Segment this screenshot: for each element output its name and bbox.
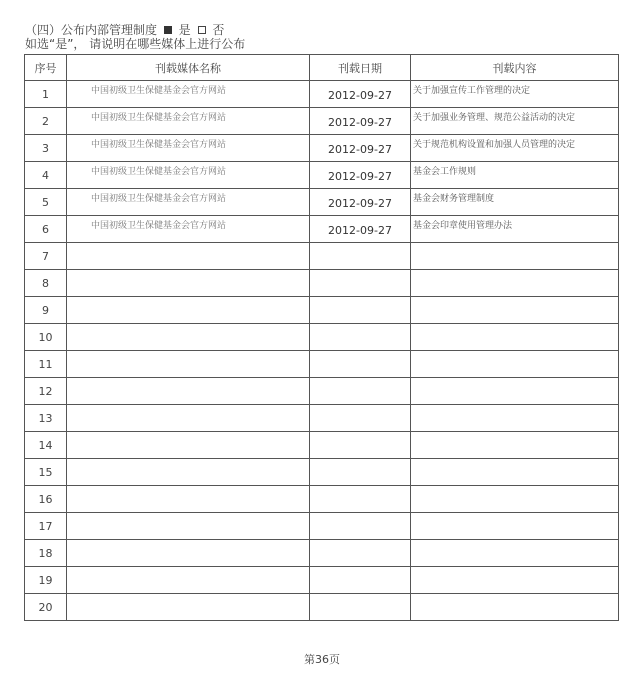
table-row [25,540,619,567]
media-name-cell [67,378,310,405]
no-option-label: 否 [212,23,225,37]
row-number: 11 [25,351,67,378]
publish-content-cell: 基金会印章使用管理办法 [411,216,619,243]
table-row [25,108,619,135]
publish-date-cell [310,324,411,351]
row-number: 15 [25,459,67,486]
media-name-cell [67,459,310,486]
media-name-cell [67,432,310,459]
publish-date-cell [310,405,411,432]
row-number: 12 [25,378,67,405]
table-row [25,594,619,621]
publish-date-cell [310,351,411,378]
media-name-cell [67,270,310,297]
disclosure-question [25,23,224,37]
row-number: 5 [25,189,67,216]
table-row [25,243,619,270]
publish-content-cell [411,297,619,324]
publish-date-cell: 2012-09-27 [310,189,411,216]
row-number: 18 [25,540,67,567]
table-row [25,189,619,216]
publish-date-cell [310,567,411,594]
publish-content-cell: 基金会工作规则 [411,162,619,189]
row-number: 9 [25,297,67,324]
publish-content-cell [411,378,619,405]
media-name-cell: 中国初级卫生保健基金会官方网站 [67,162,310,189]
publish-content-cell [411,459,619,486]
media-name-cell: 中国初级卫生保健基金会官方网站 [67,135,310,162]
publish-date-cell [310,297,411,324]
row-number: 17 [25,513,67,540]
media-name-cell: 中国初级卫生保健基金会官方网站 [67,81,310,108]
media-name-cell [67,540,310,567]
media-name-cell: 中国初级卫生保健基金会官方网站 [67,216,310,243]
column-header-date: 刊载日期 [310,55,411,81]
media-name-cell: 中国初级卫生保健基金会官方网站 [67,108,310,135]
table-row [25,324,619,351]
row-number: 16 [25,486,67,513]
row-number: 2 [25,108,67,135]
media-name-cell [67,594,310,621]
table-header-row [25,55,619,81]
media-name-cell [67,486,310,513]
publish-content-cell [411,513,619,540]
publish-date-cell [310,459,411,486]
row-number: 10 [25,324,67,351]
media-name-cell [67,243,310,270]
publish-date-cell: 2012-09-27 [310,108,411,135]
table-row [25,378,619,405]
checkbox-unchecked-icon [198,26,206,34]
column-header-content: 刊载内容 [411,55,619,81]
column-header-media: 刊载媒体名称 [67,55,310,81]
table-body [25,81,619,621]
publish-content-cell [411,270,619,297]
media-name-cell [67,324,310,351]
row-number: 6 [25,216,67,243]
question-label: （四）公布内部管理制度 [25,23,158,37]
row-number: 20 [25,594,67,621]
publish-date-cell: 2012-09-27 [310,81,411,108]
table-row [25,81,619,108]
media-name-cell [67,405,310,432]
publish-date-cell: 2012-09-27 [310,216,411,243]
publish-date-cell [310,513,411,540]
publication-table [24,54,619,621]
publish-content-cell: 基金会财务管理制度 [411,189,619,216]
publish-content-cell [411,243,619,270]
publish-date-cell [310,243,411,270]
table-row [25,135,619,162]
media-name-cell [67,351,310,378]
publish-content-cell [411,324,619,351]
publish-date-cell: 2012-09-27 [310,135,411,162]
publish-date-cell [310,486,411,513]
table-row [25,513,619,540]
checkbox-checked-icon [164,26,172,34]
publish-content-cell [411,405,619,432]
publish-content-cell [411,594,619,621]
row-number: 1 [25,81,67,108]
row-number: 14 [25,432,67,459]
row-number: 7 [25,243,67,270]
publish-content-cell: 关于加强业务管理、规范公益活动的决定 [411,108,619,135]
publish-content-cell [411,486,619,513]
publish-content-cell: 关于规范机构设置和加强人员管理的决定 [411,135,619,162]
table-row [25,486,619,513]
publish-date-cell: 2012-09-27 [310,162,411,189]
publish-content-cell [411,351,619,378]
publish-date-cell [310,270,411,297]
page-number: 第36页 [304,653,340,666]
row-number: 3 [25,135,67,162]
publish-date-cell [310,540,411,567]
media-name-cell [67,297,310,324]
disclosure-instruction: 如选“是”， 请说明在哪些媒体上进行公布 [25,37,246,51]
table-row [25,270,619,297]
yes-option-label: 是 [178,23,191,37]
table-row [25,216,619,243]
row-number: 4 [25,162,67,189]
publish-content-cell [411,432,619,459]
publish-content-cell [411,567,619,594]
table-row [25,162,619,189]
publish-date-cell [310,432,411,459]
row-number: 19 [25,567,67,594]
publish-content-cell [411,540,619,567]
table-row [25,405,619,432]
table-row [25,351,619,378]
media-name-cell: 中国初级卫生保健基金会官方网站 [67,189,310,216]
media-name-cell [67,567,310,594]
publish-date-cell [310,594,411,621]
table-row [25,297,619,324]
table-row [25,459,619,486]
column-header-number: 序号 [25,55,67,81]
table-row [25,432,619,459]
publish-content-cell: 关于加强宣传工作管理的决定 [411,81,619,108]
publish-date-cell [310,378,411,405]
media-name-cell [67,513,310,540]
table-row [25,567,619,594]
row-number: 8 [25,270,67,297]
row-number: 13 [25,405,67,432]
